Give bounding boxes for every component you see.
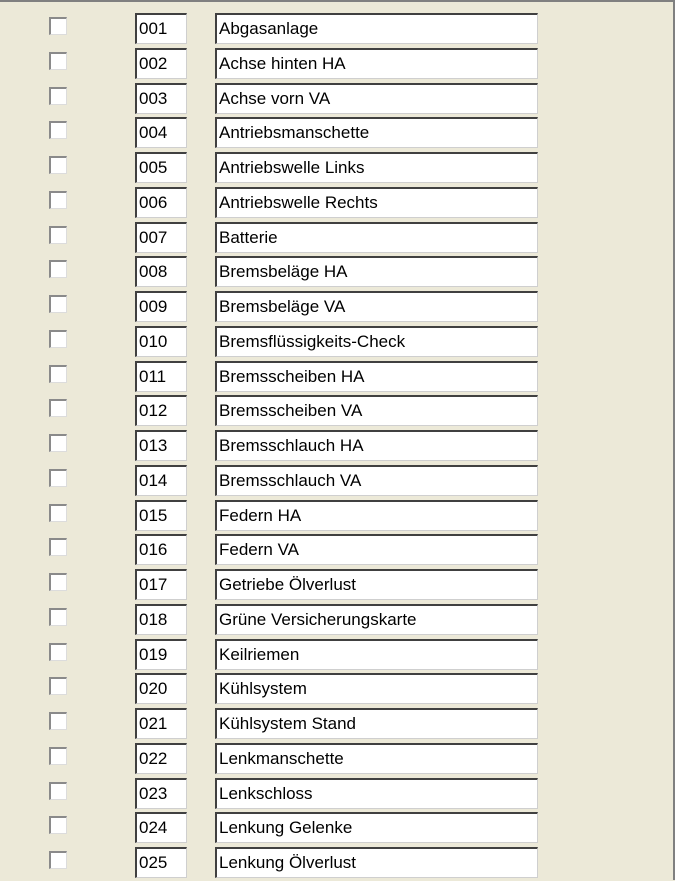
item-name-field[interactable]: Keilriemen (215, 639, 538, 670)
list-item (0, 116, 660, 151)
item-code-field[interactable]: 016 (135, 534, 187, 565)
item-checkbox[interactable] (49, 538, 67, 556)
item-code-field[interactable]: 024 (135, 812, 187, 843)
list-item (0, 672, 660, 707)
list-item (0, 777, 660, 812)
item-name-field[interactable]: Antriebsmanschette (215, 117, 538, 148)
item-checkbox[interactable] (49, 52, 67, 70)
item-checkbox[interactable] (49, 469, 67, 487)
list-item (0, 221, 660, 256)
item-checkbox[interactable] (49, 747, 67, 765)
item-checkbox[interactable] (49, 399, 67, 417)
list-item (0, 707, 660, 742)
item-checkbox[interactable] (49, 434, 67, 452)
item-code-field[interactable]: 021 (135, 708, 187, 739)
list-item (0, 846, 660, 881)
item-checkbox[interactable] (49, 643, 67, 661)
item-checkbox[interactable] (49, 677, 67, 695)
list-item (0, 151, 660, 186)
item-checkbox[interactable] (49, 330, 67, 348)
item-checkbox[interactable] (49, 782, 67, 800)
item-code-field[interactable]: 013 (135, 430, 187, 461)
item-name-field[interactable]: Federn VA (215, 534, 538, 565)
item-code-field[interactable]: 019 (135, 639, 187, 670)
item-checkbox[interactable] (49, 816, 67, 834)
item-checkbox[interactable] (49, 121, 67, 139)
item-name-field[interactable]: Lenkung Ölverlust (215, 847, 538, 878)
item-checkbox[interactable] (49, 365, 67, 383)
item-name-field[interactable]: Bremsscheiben VA (215, 395, 538, 426)
list-item (0, 255, 660, 290)
list-item (0, 186, 660, 221)
list-item (0, 12, 660, 47)
item-code-field[interactable]: 002 (135, 48, 187, 79)
item-checkbox[interactable] (49, 17, 67, 35)
item-name-field[interactable]: Getriebe Ölverlust (215, 569, 538, 600)
list-item (0, 47, 660, 82)
item-code-field[interactable]: 005 (135, 152, 187, 183)
item-code-field[interactable]: 006 (135, 187, 187, 218)
item-code-field[interactable]: 009 (135, 291, 187, 322)
item-code-field[interactable]: 007 (135, 222, 187, 253)
item-checkbox[interactable] (49, 156, 67, 174)
list-item (0, 742, 660, 777)
item-name-field[interactable]: Batterie (215, 222, 538, 253)
list-item (0, 638, 660, 673)
list-item (0, 533, 660, 568)
list-item (0, 811, 660, 846)
item-checkbox[interactable] (49, 295, 67, 313)
list-item (0, 325, 660, 360)
list-item (0, 290, 660, 325)
item-code-field[interactable]: 010 (135, 326, 187, 357)
item-checkbox[interactable] (49, 608, 67, 626)
list-item (0, 394, 660, 429)
list-item (0, 568, 660, 603)
item-code-field[interactable]: 014 (135, 465, 187, 496)
item-checkbox[interactable] (49, 260, 67, 278)
item-name-field[interactable]: Kühlsystem Stand (215, 708, 538, 739)
list-item (0, 499, 660, 534)
item-checkbox[interactable] (49, 712, 67, 730)
item-checkbox[interactable] (49, 573, 67, 591)
item-name-field[interactable]: Lenkschloss (215, 778, 538, 809)
item-name-field[interactable]: Antriebswelle Rechts (215, 187, 538, 218)
item-code-field[interactable]: 023 (135, 778, 187, 809)
item-checkbox[interactable] (49, 226, 67, 244)
item-name-field[interactable]: Bremsflüssigkeits-Check (215, 326, 538, 357)
item-code-field[interactable]: 017 (135, 569, 187, 600)
item-name-field[interactable]: Bremsschlauch HA (215, 430, 538, 461)
item-code-field[interactable]: 018 (135, 604, 187, 635)
item-name-field[interactable]: Lenkung Gelenke (215, 812, 538, 843)
list-item (0, 82, 660, 117)
item-name-field[interactable]: Federn HA (215, 500, 538, 531)
item-code-field[interactable]: 020 (135, 673, 187, 704)
item-code-field[interactable]: 022 (135, 743, 187, 774)
checklist-rows (0, 12, 660, 881)
item-name-field[interactable]: Bremsbeläge VA (215, 291, 538, 322)
item-checkbox[interactable] (49, 504, 67, 522)
item-code-field[interactable]: 011 (135, 361, 187, 392)
item-checkbox[interactable] (49, 851, 67, 869)
item-name-field[interactable]: Achse vorn VA (215, 83, 538, 114)
item-code-field[interactable]: 012 (135, 395, 187, 426)
item-code-field[interactable]: 003 (135, 83, 187, 114)
item-name-field[interactable]: Bremsscheiben HA (215, 361, 538, 392)
list-item (0, 464, 660, 499)
item-code-field[interactable]: 001 (135, 13, 187, 44)
item-name-field[interactable]: Antriebswelle Links (215, 152, 538, 183)
item-code-field[interactable]: 004 (135, 117, 187, 148)
item-checkbox[interactable] (49, 191, 67, 209)
item-code-field[interactable]: 008 (135, 256, 187, 287)
item-name-field[interactable]: Abgasanlage (215, 13, 538, 44)
item-code-field[interactable]: 025 (135, 847, 187, 878)
item-name-field[interactable]: Kühlsystem (215, 673, 538, 704)
item-code-field[interactable]: 015 (135, 500, 187, 531)
list-item (0, 360, 660, 395)
item-name-field[interactable]: Bremsbeläge HA (215, 256, 538, 287)
item-name-field[interactable]: Lenkmanschette (215, 743, 538, 774)
item-name-field[interactable]: Achse hinten HA (215, 48, 538, 79)
item-checkbox[interactable] (49, 87, 67, 105)
item-name-field[interactable]: Grüne Versicherungskarte (215, 604, 538, 635)
list-item (0, 429, 660, 464)
item-name-field[interactable]: Bremsschlauch VA (215, 465, 538, 496)
list-item (0, 603, 660, 638)
